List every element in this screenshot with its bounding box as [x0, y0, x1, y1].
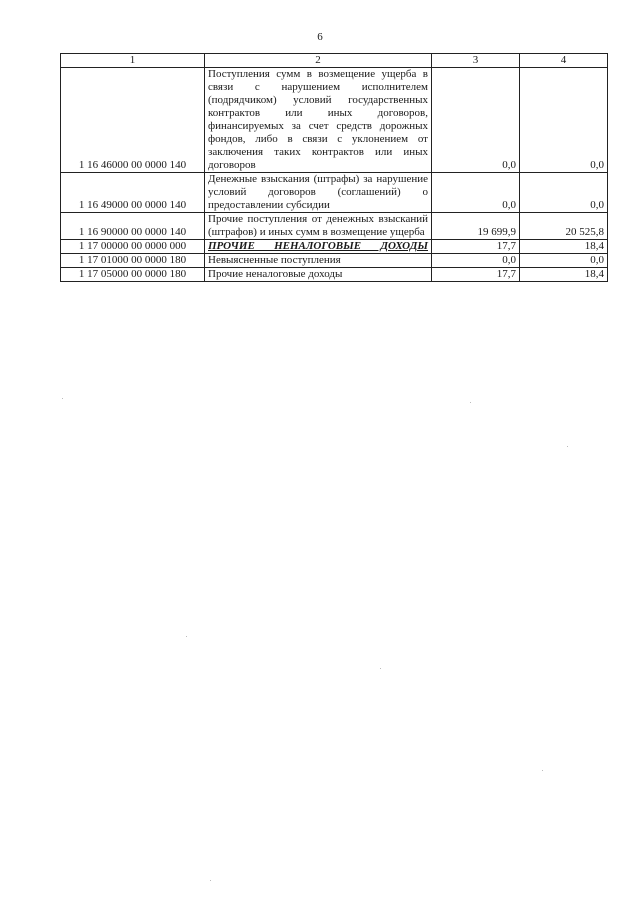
row-value-col3: 0,0 — [432, 173, 520, 213]
row-code: 1 17 01000 00 0000 180 — [61, 254, 205, 268]
row-description: ПРОЧИЕ НЕНАЛОГОВЫЕ ДОХОДЫ — [205, 240, 432, 254]
row-description: Прочие поступления от денежных взысканий (штрафов) и иных сумм в возмещение ущерба — [205, 213, 432, 240]
row-code: 1 16 49000 00 0000 140 — [61, 173, 205, 213]
budget-table — [60, 53, 608, 282]
scan-speck — [380, 668, 381, 669]
scan-speck — [210, 880, 211, 881]
table-row — [61, 213, 608, 240]
scan-speck — [186, 636, 187, 637]
row-code: 1 17 05000 00 0000 180 — [61, 268, 205, 282]
scan-speck — [62, 398, 63, 399]
row-value-col4: 0,0 — [520, 254, 608, 268]
header-col-2: 2 — [205, 54, 432, 68]
row-description: Денежные взыскания (штрафы) за нарушение условий договоров (соглашений) о предоставлении субсидии — [205, 173, 432, 213]
header-col-4: 4 — [520, 54, 608, 68]
table-row — [61, 268, 608, 282]
row-value-col4: 0,0 — [520, 68, 608, 173]
scan-speck — [567, 446, 568, 447]
table-row-section-total — [61, 240, 608, 254]
row-value-col3: 17,7 — [432, 268, 520, 282]
row-value-col4: 18,4 — [520, 268, 608, 282]
row-description: Невыясненные поступления — [205, 254, 432, 268]
table-row — [61, 254, 608, 268]
row-value-col3: 0,0 — [432, 254, 520, 268]
row-value-col3: 0,0 — [432, 68, 520, 173]
row-description: Поступления сумм в возмещение ущерба в связи с нарушением исполнителем (подрядчиком) условий государственных контрактов или иных договоров, финансируемых за счет средств дорожных фондов, либо в связи с уклонением от заключения таких контрактов или иных договоров — [205, 68, 432, 173]
scan-speck — [542, 770, 543, 771]
scan-speck — [470, 402, 471, 403]
row-value-col3: 17,7 — [432, 240, 520, 254]
row-value-col4: 20 525,8 — [520, 213, 608, 240]
page-number: 6 — [317, 31, 323, 43]
table-row — [61, 68, 608, 173]
row-value-col3: 19 699,9 — [432, 213, 520, 240]
row-description: Прочие неналоговые доходы — [205, 268, 432, 282]
row-value-col4: 0,0 — [520, 173, 608, 213]
row-value-col4: 18,4 — [520, 240, 608, 254]
table-row — [61, 173, 608, 213]
table-header-row — [61, 54, 608, 68]
header-col-1: 1 — [61, 54, 205, 68]
row-code: 1 17 00000 00 0000 000 — [61, 240, 205, 254]
row-code: 1 16 90000 00 0000 140 — [61, 213, 205, 240]
header-col-3: 3 — [432, 54, 520, 68]
row-code: 1 16 46000 00 0000 140 — [61, 68, 205, 173]
